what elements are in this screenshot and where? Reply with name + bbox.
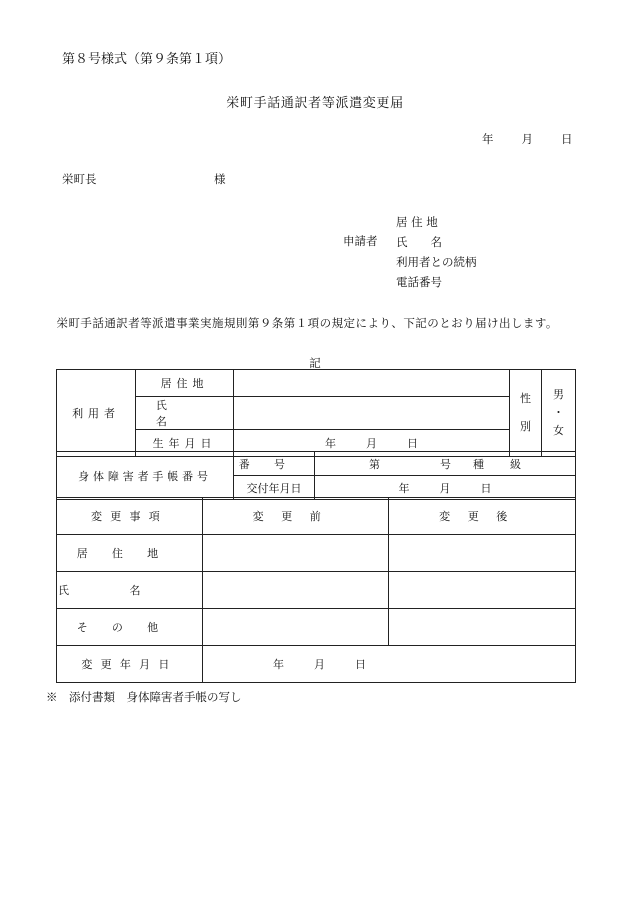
col-change-item: 変更事項 bbox=[57, 498, 203, 535]
date-day: 日 bbox=[561, 132, 573, 146]
birth-day: 日 bbox=[407, 437, 418, 450]
name-after-field[interactable] bbox=[389, 572, 576, 609]
issued-month: 月 bbox=[439, 481, 451, 495]
name-label: 氏名 bbox=[136, 397, 234, 430]
issued-year: 年 bbox=[398, 481, 410, 495]
col-after: 変更後 bbox=[389, 498, 576, 535]
handbook-number-suffix: 号 bbox=[440, 457, 451, 471]
name-field[interactable] bbox=[234, 397, 510, 430]
form-number: 第８号様式（第９条第１項） bbox=[62, 52, 232, 67]
body-text: 栄町手話通訳者等派遣事業実施規則第９条第１項の規定により、下記のとおり届け出します。 bbox=[56, 316, 558, 330]
address-after-field[interactable] bbox=[389, 535, 576, 572]
addressee-name: 栄町長 bbox=[62, 172, 97, 186]
change-table bbox=[56, 497, 576, 683]
sex-label bbox=[510, 370, 542, 457]
submission-date bbox=[482, 131, 573, 147]
row-address-label: 居住地 bbox=[57, 535, 203, 572]
birth-year: 年 bbox=[325, 437, 336, 450]
user-table bbox=[56, 369, 576, 457]
address-label: 居住地 bbox=[136, 370, 234, 397]
addressee bbox=[62, 171, 232, 187]
handbook-number-field[interactable] bbox=[315, 452, 576, 476]
applicant-name-label: 氏 名 bbox=[396, 235, 442, 249]
other-before-field[interactable] bbox=[203, 609, 389, 646]
document-title: 栄町手話通訳者等派遣変更届 bbox=[226, 96, 404, 111]
change-date-month: 月 bbox=[314, 658, 325, 671]
sex-male: 男 bbox=[553, 388, 564, 401]
attachment-note: ※ 添付書類 身体障害者手帳の写し bbox=[46, 690, 242, 704]
applicant-label: 申請者 bbox=[343, 234, 378, 248]
ki-heading: 記 bbox=[309, 356, 321, 370]
date-month: 月 bbox=[521, 132, 533, 146]
name-before-field[interactable] bbox=[203, 572, 389, 609]
handbook-section-label: 身体障害者手帳番号 bbox=[57, 452, 234, 500]
row-change-date-label: 変更年月日 bbox=[57, 646, 203, 683]
handbook-grade-suffix: 級 bbox=[510, 457, 521, 471]
sex-label-1: 性 bbox=[520, 392, 531, 405]
handbook-number-label: 番号 bbox=[234, 452, 315, 476]
birth-label: 生年月日 bbox=[136, 430, 234, 457]
applicant-phone-label: 電話番号 bbox=[396, 275, 442, 289]
row-name-label: 氏名 bbox=[57, 572, 203, 609]
sex-female: 女 bbox=[553, 424, 564, 437]
row-other-label: その他 bbox=[57, 609, 203, 646]
applicant-address-label: 居 住 地 bbox=[396, 215, 438, 229]
user-section-label: 利用者 bbox=[57, 370, 136, 457]
handbook-table bbox=[56, 451, 576, 500]
other-after-field[interactable] bbox=[389, 609, 576, 646]
handbook-issued-label: 交付年月日 bbox=[234, 476, 315, 500]
change-date-day: 日 bbox=[355, 658, 366, 671]
applicant-relation-label: 利用者との続柄 bbox=[396, 255, 477, 269]
address-field[interactable] bbox=[234, 370, 510, 397]
handbook-grade-label: 種 bbox=[473, 457, 484, 471]
date-year: 年 bbox=[482, 132, 494, 146]
applicant-block bbox=[343, 212, 583, 292]
addressee-honorific: 様 bbox=[214, 172, 226, 186]
col-before: 変更前 bbox=[203, 498, 389, 535]
change-date-year: 年 bbox=[273, 658, 284, 671]
birth-month: 月 bbox=[366, 437, 377, 450]
sex-dot: ・ bbox=[553, 406, 564, 419]
sex-options[interactable] bbox=[542, 370, 576, 457]
handbook-issued-field[interactable] bbox=[315, 476, 576, 500]
handbook-number-prefix: 第 bbox=[369, 457, 380, 471]
sex-label-2: 別 bbox=[520, 420, 531, 433]
change-date-field[interactable] bbox=[203, 646, 576, 683]
issued-day: 日 bbox=[480, 481, 492, 495]
address-before-field[interactable] bbox=[203, 535, 389, 572]
